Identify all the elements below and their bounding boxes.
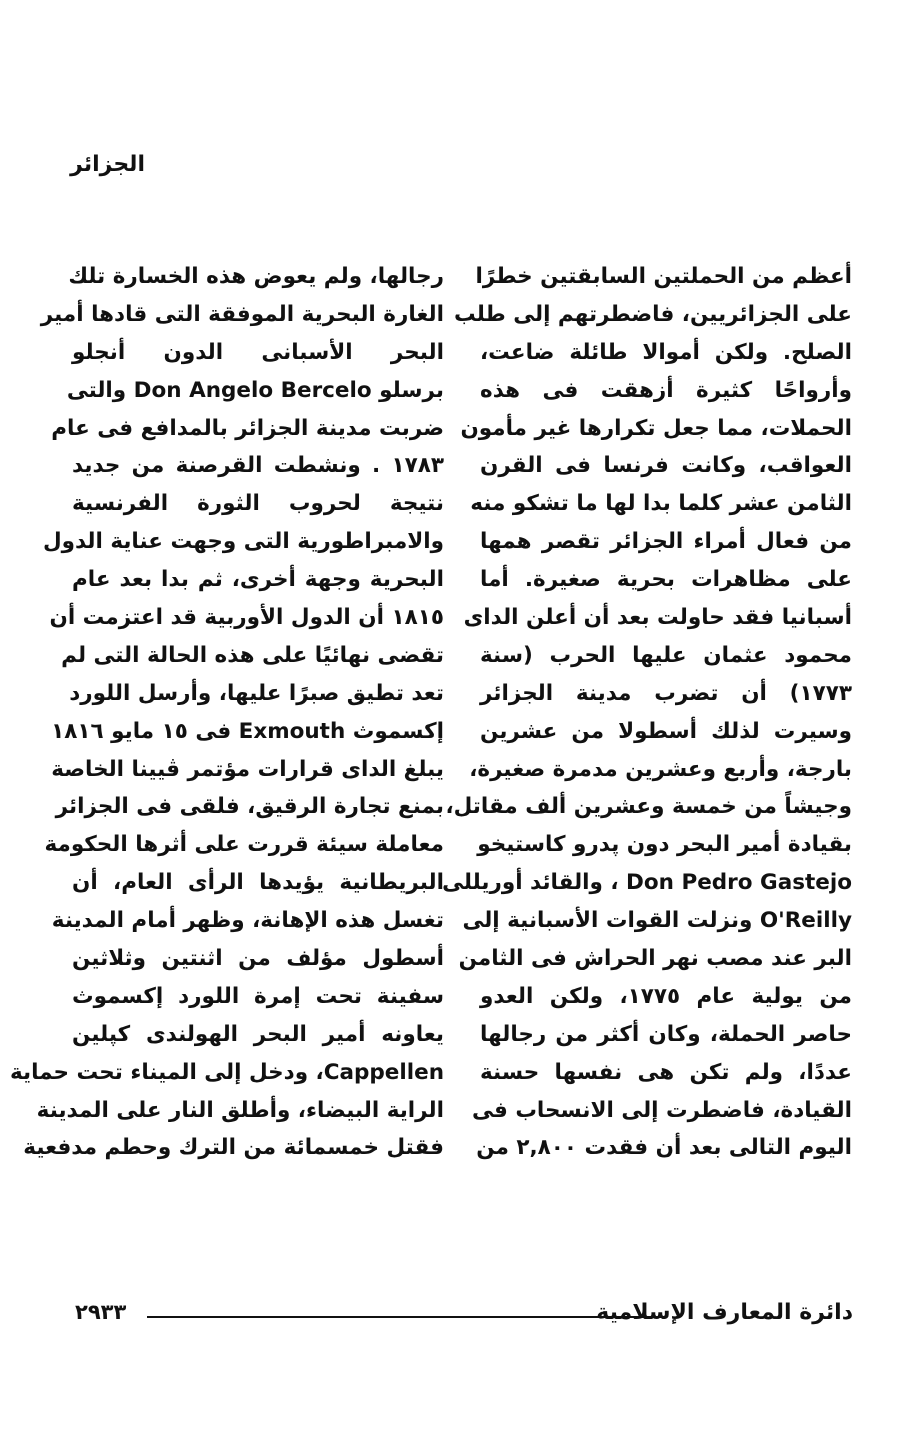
text-line: والامبراطورية التى وجهت عناية الدول bbox=[42, 529, 444, 555]
text-line: يبلغ الداى قرارات مؤتمر ڤيينا الخاصة bbox=[51, 756, 444, 782]
text-line: حاصر الحملة، وكان أكثر من رجالها bbox=[480, 1021, 852, 1047]
text-line: رجالها، ولم يعوض هذه الخسارة تلك bbox=[68, 264, 444, 289]
text-line: أعظم من الحملتين السابقتين خطرًا bbox=[475, 264, 852, 289]
section-title: الجزائر bbox=[70, 152, 145, 177]
text-line: ١٧٨٣ . ونشطت القرصنة من جديد bbox=[72, 453, 444, 479]
text-line: نتيجة لحروب الثورة الفرنسية bbox=[72, 491, 444, 517]
publication-title: دائرة المعارف الإسلامية bbox=[596, 1300, 853, 1325]
text-line: Cappellen، ودخل إلى الميناء تحت حماية bbox=[9, 1059, 444, 1085]
text-line: العواقب، وكانت فرنسا فى القرن bbox=[480, 453, 852, 479]
text-line: أسبانيا فقد حاولت بعد أن أعلن الداى bbox=[463, 605, 852, 631]
text-line: وأرواحًا كثيرة أزهقت فى هذه bbox=[480, 377, 852, 403]
text-line: أسطول مؤلف من اثنتين وثلاثين bbox=[72, 946, 444, 972]
text-line: من فعال أمراء الجزائر تقصر همها bbox=[480, 529, 852, 555]
text-line: تغسل هذه الإهانة، وظهر أمام المدينة bbox=[51, 908, 444, 934]
text-line: ١٨١٥ أن الدول الأوربية قد اعتزمت أن bbox=[49, 605, 444, 631]
text-line: يعاونه أمير البحر الهولندى كپلين bbox=[72, 1021, 444, 1047]
text-line: تعد تطيق صبرًا عليها، وأرسل اللورد bbox=[69, 680, 444, 706]
text-line: البر عند مصب نهر الحراش فى الثامن bbox=[458, 946, 852, 972]
text-line: بمنع تجارة الرقيق، فلقى فى الجزائر bbox=[55, 794, 444, 820]
text-line: من يولية عام ١٧٧٥، ولكن العدو bbox=[480, 983, 852, 1009]
text-line: الراية البيضاء، وأطلق النار على المدينة bbox=[36, 1097, 444, 1123]
text-line: سفينة تحت إمرة اللورد إكسموث bbox=[72, 983, 444, 1009]
footer-divider bbox=[147, 1316, 663, 1318]
page-number: ٢٩٣٣ bbox=[75, 1300, 127, 1324]
text-line: فقتل خمسمائة من الترك وحطم مدفعية bbox=[23, 1135, 444, 1161]
text-line: إكسموث Exmouth فى ١٥ مايو ١٨١٦ bbox=[51, 718, 444, 744]
text-column-right bbox=[442, 258, 852, 1167]
text-line: O'Reilly ونزلت القوات الأسبانية إلى bbox=[462, 908, 852, 934]
text-line: عددًا، ولم تكن هى نفسها حسنة bbox=[480, 1059, 852, 1085]
text-line: ضربت مدينة الجزائر بالمدافع فى عام bbox=[51, 415, 444, 441]
text-line: تقضى نهائيًا على هذه الحالة التى لم bbox=[61, 642, 444, 668]
page-footer bbox=[75, 1300, 853, 1330]
text-line: بارجة، وأربع وعشرين مدمرة صغيرة، bbox=[469, 756, 852, 782]
text-line: الصلح. ولكن أموالا طائلة ضاعت، bbox=[480, 339, 852, 365]
text-line: اليوم التالى بعد أن فقدت ٢,٨٠٠ من bbox=[476, 1135, 852, 1161]
text-line: محمود عثمان عليها الحرب (سنة bbox=[480, 642, 852, 668]
text-line: البحرية وجهة أخرى، ثم بدا بعد عام bbox=[72, 567, 444, 593]
text-line: بقيادة أمير البحر دون پدرو كاستيخو bbox=[477, 832, 852, 858]
text-line: القيادة، فاضطرت إلى الانسحاب فى bbox=[472, 1097, 852, 1123]
text-line: الحملات، مما جعل تكرارها غير مأمون bbox=[460, 415, 852, 441]
text-line: Don Pedro Gastejo ، والقائد أوريللى bbox=[442, 870, 852, 896]
text-line: ١٧٧٣) أن تضرب مدينة الجزائر bbox=[480, 680, 852, 706]
text-line: برسلو Don Angelo Bercelo والتى bbox=[66, 377, 444, 403]
text-line: وسيرت لذلك أسطولا من عشرين bbox=[480, 718, 852, 744]
text-line: البحر الأسبانى الدون أنجلو bbox=[72, 339, 444, 365]
text-line: على مظاهرات بحرية صغيرة. أما bbox=[480, 567, 852, 593]
text-line: البريطانية يؤيدها الرأى العام، أن bbox=[72, 870, 444, 896]
text-line: على الجزائريين، فاضطرتهم إلى طلب bbox=[453, 301, 852, 327]
text-line: معاملة سيئة قررت على أثرها الحكومة bbox=[44, 832, 444, 858]
text-line: وجيشاً من خمسة وعشرين ألف مقاتل، bbox=[445, 794, 852, 820]
text-column-left bbox=[9, 258, 444, 1167]
text-line: الثامن عشر كلما بدا لها ما تشكو منه bbox=[470, 491, 852, 517]
text-line: الغارة البحرية الموفقة التى قادها أمير bbox=[40, 301, 444, 327]
